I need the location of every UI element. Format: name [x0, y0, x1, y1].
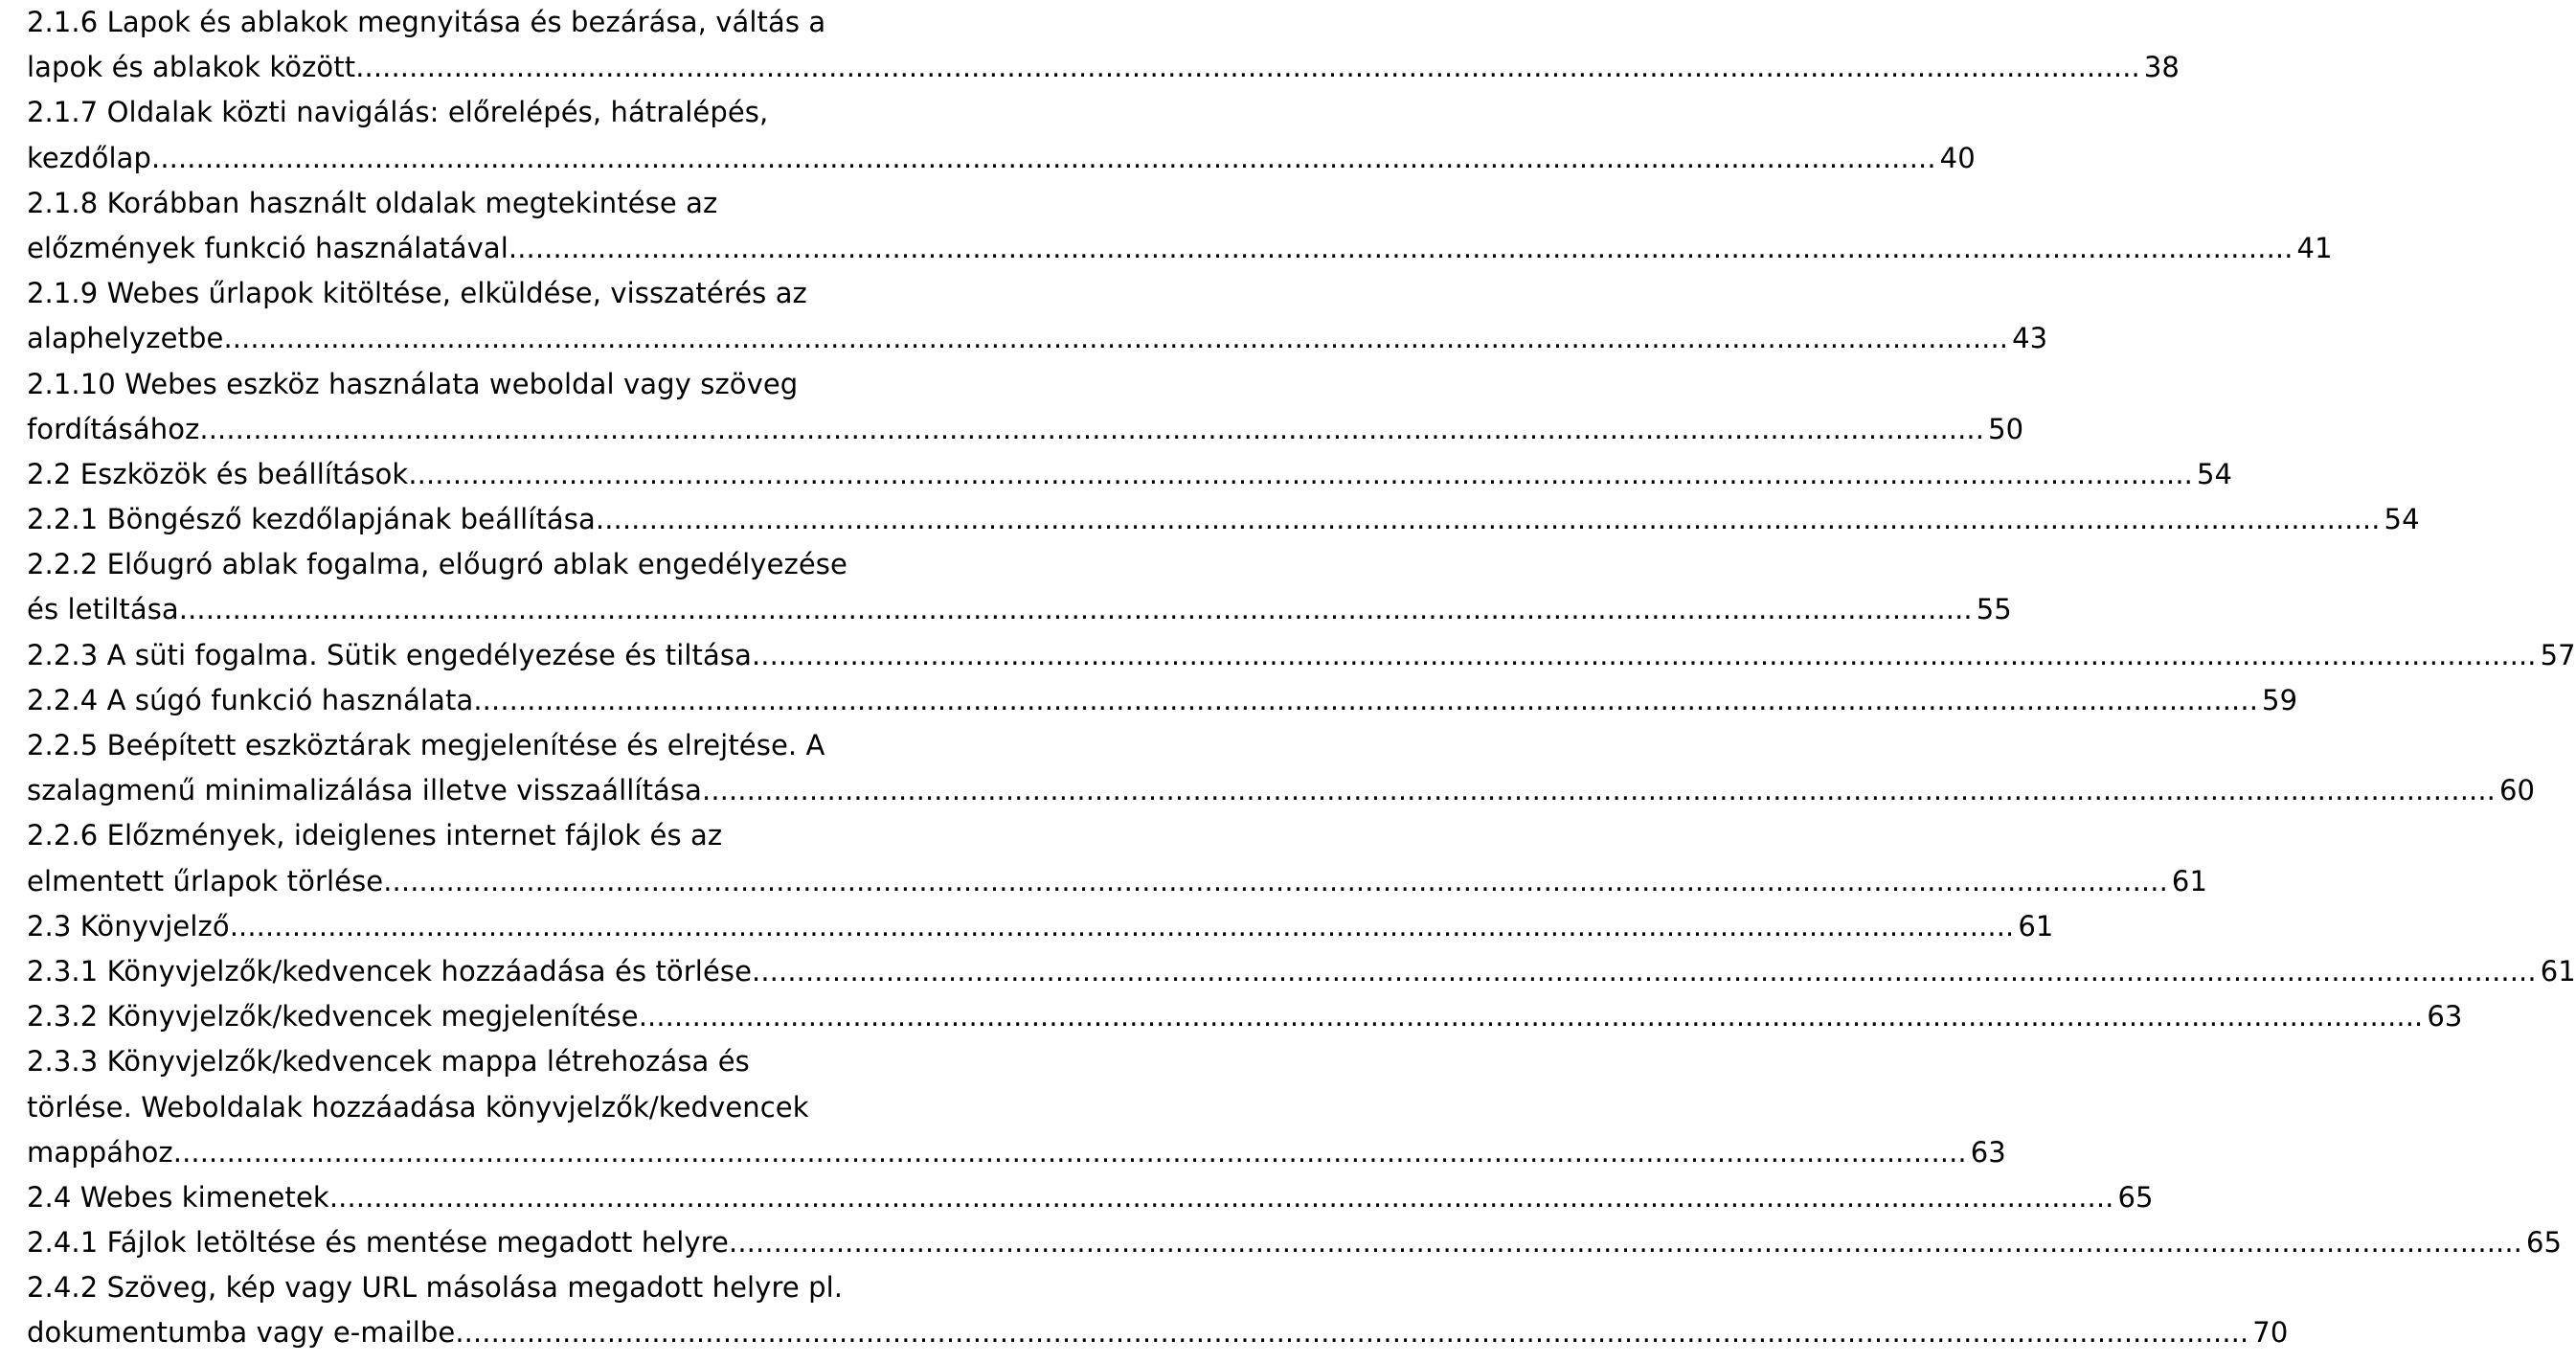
toc-entry-title: és letiltása. [27, 593, 189, 626]
toc-entry[interactable] [27, 497, 2420, 542]
toc-entry-last-line [27, 45, 2180, 90]
toc-dot-leader: ........................................................................................................................................................................................................ [408, 457, 2193, 490]
toc-entry[interactable] [27, 678, 2298, 723]
toc-entry[interactable] [27, 723, 2536, 813]
toc-entry-title: 2.3.2 Könyvjelzők/kedvencek megjelenítése [27, 1000, 639, 1034]
toc-entry-line [27, 1039, 919, 1084]
toc-page-number: 54 [2196, 457, 2233, 490]
toc-dot-leader: ........................................................................................................................................................................................................ [199, 412, 1985, 445]
toc-entry-title: 2.2 Eszközök és beállítások [27, 457, 409, 490]
toc-entry-title: 2.1.9 Webes űrlapok kitöltése, elküldése, visszatérés az [27, 277, 807, 310]
toc-entry-last-line [27, 904, 2054, 949]
toc-entry-title: 2.2.2 Előugró ablak fogalma, előugró ablak engedélyezése [27, 548, 847, 581]
toc-entry-last-line [27, 994, 2463, 1039]
toc-entry-last-line [27, 768, 2536, 813]
toc-entry-title: előzmények funkció használatával [27, 231, 508, 264]
toc-dot-leader: ........................................................................................................................................................................................................ [229, 909, 2015, 943]
toc-entry-title: 2.1.8 Korábban használt oldalak megtekintése az [27, 186, 718, 219]
toc-dot-leader: ........................................................................................................................................................................................................ [355, 51, 2140, 84]
toc-dot-leader: ........................................................................................................................................................................................................ [383, 864, 2168, 897]
toc-entry-title: kezdőlap [27, 141, 152, 174]
toc-dot-leader: ........................................................................................................................................................................................................ [711, 774, 2496, 807]
toc-entry-last-line [27, 587, 2012, 632]
toc-entry-line [27, 1085, 919, 1130]
toc-page-number: 59 [2262, 683, 2298, 716]
toc-entry[interactable] [27, 633, 2576, 678]
toc-entry-title: elmentett űrlapok törlése [27, 864, 384, 897]
toc-entry-title: 2.3.1 Könyvjelzők/kedvencek hozzáadása és törlése [27, 954, 753, 988]
toc-page-number: 61 [2171, 864, 2207, 897]
toc-dot-leader: ........................................................................................................................................................................................................ [223, 322, 2009, 355]
toc-entry-title: 2.2.6 Előzmények, ideiglenes internet fájlok és az [27, 819, 723, 852]
toc-entry[interactable] [27, 813, 2207, 903]
toc-entry[interactable] [27, 1265, 2289, 1355]
toc-dot-leader: ........................................................................................................................................................................................................ [463, 1316, 2249, 1350]
toc-entry-line [27, 271, 919, 316]
toc-entry-title: 2.1.10 Webes eszköz használata weboldal vagy szöveg [27, 367, 799, 400]
toc-entry-last-line [27, 949, 2576, 994]
toc-entry[interactable] [27, 362, 2024, 452]
toc-dot-leader: ........................................................................................................................................................................................................ [737, 1226, 2522, 1260]
toc-entry-last-line [27, 316, 2048, 361]
toc-entry-title: 2.2.3 A süti fogalma. Sütik engedélyezése és tiltása [27, 638, 752, 671]
toc-entry-title: szalagmenű minimalizálása illetve visszaállítása. [27, 774, 712, 807]
toc-entry[interactable] [27, 1175, 2154, 1220]
toc-entry-line [27, 181, 919, 226]
toc-entry-last-line [27, 1130, 2006, 1175]
toc-page-number: 40 [1939, 141, 1976, 174]
toc-page-number: 65 [2525, 1226, 2563, 1260]
toc-entry-title: 2.2.5 Beépített eszköztárak megjelenítése és elrejtése. A [27, 729, 825, 761]
toc-page-number: 60 [2498, 774, 2536, 807]
toc-dot-leader: ........................................................................................................................................................................................................ [508, 231, 2294, 264]
toc-entry-title: 2.3.3 Könyvjelzők/kedvencek mappa létrehozása és [27, 1045, 750, 1079]
toc-page-number: 61 [2540, 954, 2576, 988]
toc-dot-leader: ........................................................................................................................................................................................................ [188, 593, 1973, 626]
toc-entry-last-line [27, 678, 2298, 723]
toc-entry-last-line [27, 497, 2420, 542]
toc-entry[interactable] [27, 949, 2576, 994]
toc-entry[interactable] [27, 1220, 2563, 1265]
toc-entry-title: lapok és ablakok között [27, 51, 356, 84]
toc-entry[interactable] [27, 1039, 2006, 1175]
toc-entry-title: 2.4.2 Szöveg, kép vagy URL másolása megadott helyre pl. [27, 1271, 844, 1305]
toc-dot-leader: ........................................................................................................................................................................................................ [182, 1135, 1967, 1169]
toc-entry-line [27, 90, 919, 135]
toc-entry-last-line [27, 407, 2024, 452]
toc-dot-leader: ........................................................................................................................................................................................................ [638, 1000, 2424, 1034]
toc-entry-last-line [27, 226, 2333, 271]
toc-entry[interactable] [27, 181, 2333, 271]
toc-entry-line [27, 0, 919, 45]
toc-entry-last-line [27, 1220, 2563, 1265]
toc-page-number: 43 [2012, 322, 2048, 355]
toc-entry-last-line [27, 1310, 2289, 1355]
toc-entry-last-line [27, 136, 1976, 181]
toc-entry[interactable] [27, 994, 2463, 1039]
toc-entry-title: alaphelyzetbe [27, 322, 224, 355]
toc-entry-last-line [27, 859, 2207, 904]
toc-entry-line [27, 723, 919, 768]
toc-entry[interactable] [27, 271, 2048, 361]
toc-page-number: 54 [2384, 503, 2420, 536]
toc-entry-last-line [27, 1175, 2154, 1220]
toc-entry-title: 2.3 Könyvjelző [27, 909, 230, 943]
toc-entry-title: fordításához [27, 412, 200, 445]
toc-page-number: 50 [1988, 412, 2024, 445]
toc-entry[interactable] [27, 0, 2180, 90]
toc-dot-leader: ........................................................................................................................................................................................................ [752, 954, 2537, 988]
toc-dot-leader: ........................................................................................................................................................................................................ [328, 1180, 2114, 1214]
toc-entry-line [27, 813, 919, 858]
toc-entry[interactable] [27, 452, 2233, 497]
toc-entry-title: mappához. [27, 1135, 183, 1169]
toc-page-number: 61 [2018, 909, 2054, 943]
toc-entry-title: 2.2.1 Böngésző kezdőlapjának beállítása [27, 503, 596, 536]
toc-page-number: 57 [2540, 638, 2576, 671]
toc-dot-leader: ........................................................................................................................................................................................................ [151, 141, 1936, 174]
toc-entry[interactable] [27, 904, 2054, 949]
toc-entry[interactable] [27, 90, 1976, 180]
toc-entry-last-line [27, 633, 2576, 678]
toc-page-number: 41 [2296, 231, 2333, 264]
toc-dot-leader: ........................................................................................................................................................................................................ [595, 503, 2381, 536]
toc-entry-line [27, 542, 919, 587]
toc-entry-title: dokumentumba vagy e-mailbe. [27, 1316, 464, 1350]
toc-entry[interactable] [27, 542, 2012, 632]
toc-page-number: 65 [2117, 1180, 2154, 1214]
toc-dot-leader: ........................................................................................................................................................................................................ [751, 638, 2537, 671]
toc-entry-title: törlése. Weboldalak hozzáadása könyvjelzők/kedvencek [27, 1090, 809, 1124]
toc-page-number: 63 [2427, 1000, 2463, 1034]
toc-page-number: 55 [1976, 593, 2012, 626]
toc-page-number: 38 [2143, 51, 2180, 84]
toc-entry-last-line [27, 452, 2233, 497]
toc-entry-title: 2.1.6 Lapok és ablakok megnyitása és bezárása, váltás a [27, 6, 826, 38]
toc-page-number: 63 [1970, 1135, 2006, 1169]
toc-entry-title: 2.2.4 A súgó funkció használata [27, 683, 474, 716]
toc-entry-line [27, 362, 919, 407]
table-of-contents [27, 0, 2576, 1356]
toc-entry-title: 2.1.7 Oldalak közti navigálás: előrelépés, hátralépés, [27, 96, 769, 129]
toc-entry-title: 2.4 Webes kimenetek [27, 1180, 329, 1214]
toc-dot-leader: ........................................................................................................................................................................................................ [473, 683, 2259, 716]
toc-page-number: 70 [2252, 1316, 2289, 1350]
toc-entry-line [27, 1265, 919, 1310]
toc-entry-title: 2.4.1 Fájlok letöltése és mentése megadott helyre. [27, 1226, 738, 1260]
